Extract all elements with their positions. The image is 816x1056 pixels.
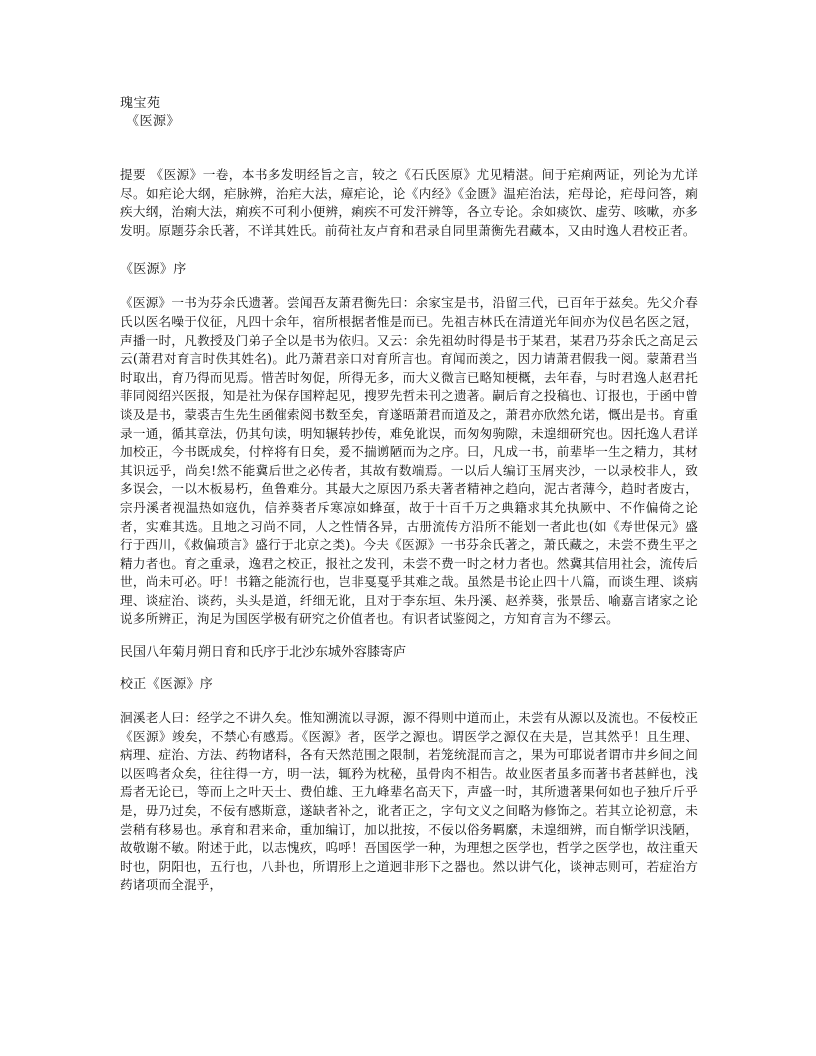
spacer	[120, 240, 698, 262]
page-title: 瑰宝苑	[120, 96, 161, 111]
spacer	[120, 693, 698, 709]
spacer	[120, 130, 698, 166]
spacer	[120, 661, 698, 677]
collation-preface-paragraph: 洄溪老人曰：经学之不讲久矣。惟知溯流以寻源，源不得则中道而止，未尝有从源以及流也。不佞校正《医源》竣矣，不禁心有感焉。《医源》者，医学之源也。谓医学之源仅在夫是，岂其然乎！且生理、病理、症治、方法、药物诸科，各有天然范围之限制，若笼统混而言之，果为可耶说者谓市井乡间之间以医鸣者众矣，往往得一方，明一法，辄矜为枕秘，虽骨肉不相告。故业医者虽多而著书者甚鲜也，浅焉者无论已，等而上之叶天士、费伯雄、王九峰辈名高天下，声盛一时，其所遗著果何如也子独斤斤乎是，毋乃过矣，不佞有感斯意，遂缺者补之，讹者正之，字句文义之间略为修饰之。若其立论初意，未尝稍有移易也。承育和君来命，重加编订，加以批按，不佞以俗务羁縻，未遑细辨，而自惭学识浅陋，故敬谢不敏。附述于此，以志愧疚，呜呼！吾国医学一种，为理想之医学也，哲学之医学也，故注重天时也，阴阳也，五行也，八卦也，所谓形上之道迥非形下之器也。然以讲气化，谈神志则可，若症治方药诸项而全混乎，	[120, 710, 698, 893]
summary-paragraph: 提要 《医源》一卷，本书多发明经旨之言，较之《石氏医原》尤见精湛。间于疟痢两证，列论为尤详尽。如疟论大纲，疟脉辨，治疟大法，瘴疟论，论《内经》《金匮》温疟治法，疟母论，疟母问答，痢疾大纲，治痢大法，痢疾不可利小便辨，痢疾不可发汗辨等，各立专论。余如痰饮、虚劳、咳嗽，亦多发明。原题芬余氏著，不详其姓氏。前荷社友卢育和君录自同里萧衡先君藏本，又由时逸人君校正者。	[120, 167, 698, 238]
book-title: 《医源》	[126, 114, 181, 129]
document-page	[120, 96, 698, 895]
preface-paragraph: 《医源》一书为芬余氏遗著。尝闻吾友萧君衡先曰：余家宝是书，沿留三代，已百年于兹矣。先父介春氏以医名噪于仪征，凡四十余年，宿所根据者惟是而已。先祖吉林氏在清道光年间亦为仪邑名医之冠，声播一时，凡教授及门弟子全以是书为依归。又云：余先祖幼时得是书于某君，某君乃芬余氏之高足云云(萧君对育言时佚其姓名)。此乃萧君亲口对育所言也。育闻而羡之，因力请萧君假我一阅。蒙萧君当时取出，育乃得而见焉。惜苦时匆促，所得无多，而大义微言已略知梗概，去年春，与时君逸人赵君托菲同阅绍兴医报，知是社为保存国粹起见，搜罗先哲未刊之遗著。嗣后育之投稿也、订报也，于函中曾谈及是书，蒙裘吉生先生函催索阅书数至矣，育遂晤萧君而道及之，萧君亦欣然允诺，慨出是书。育重录一通，循其章法，仍其句读，明知辗转抄传，难免讹误，而匆匆驹隙，未遑细研究也。因托逸人君详加校正，今书既成矣，付梓将有日矣，爰不揣谫陋而为之序。曰，凡成一书，前辈毕一生之精力，其材其识远乎，尚矣!然不能冀后世之必传者，其故有数端焉。一以后人编订玉屑夹沙，一以录校非人，致多误会，一以木板易朽，鱼鲁难分。其最大之原因乃系夫著者精神之趋向，泥古者薄今，趋时者废古，宗丹溪者视温热如寇仇，信养葵者斥寒凉如蜂虿，故于十百千万之典籍求其允执厥中、不作偏倚之论者，实难其选。且地之习尚不同，人之性情各异，古册流传方沿所不能划一者此也(如《寿世保元》盛行于西川，《救偏琐言》盛行于北京之类)。今夫《医源》一书芬余氏著之，萧氏藏之，未尝不费生平之精力者也。育之重录，逸君之校正，报社之发刊，未尝不费一时之材力者也。然冀其信用社会，流传后世，尚未可必。吁！书籍之能流行也，岂非戛戛乎其难之哉。虽然是书论止四十八篇，而谈生理、谈病理、谈症治、谈药，头头是道，纤细无讹，且对于李东垣、朱丹溪、赵养葵，张景岳、喻嘉言诸家之论说多所辨正，洵足为国医学极有研究之价值者也。有识者试鉴阅之，方知育言为不缪云。	[120, 295, 698, 627]
collation-preface-heading: 校正《医源》序	[120, 677, 214, 693]
spacer	[120, 629, 698, 645]
preface-heading: 《医源》序	[120, 262, 187, 278]
preface-signature: 民国八年菊月朔日育和氏序于北沙东城外容膝寄庐	[120, 645, 407, 661]
spacer	[120, 278, 698, 294]
